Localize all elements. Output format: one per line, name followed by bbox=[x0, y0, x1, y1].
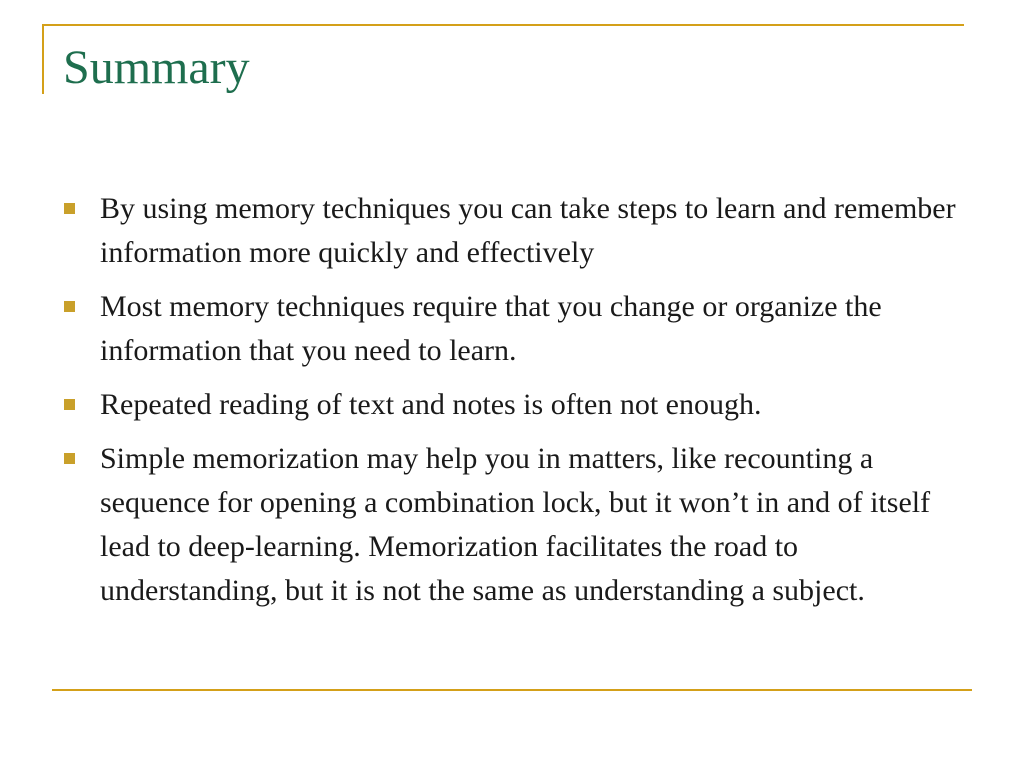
bullet-list bbox=[60, 187, 960, 623]
left-accent-rule bbox=[42, 24, 44, 94]
slide-title: Summary bbox=[63, 41, 250, 94]
square-bullet-icon bbox=[64, 453, 75, 464]
square-bullet-icon bbox=[64, 301, 75, 312]
bullet-text: Most memory techniques require that you change or organize the information that you need to learn. bbox=[100, 290, 882, 367]
bullet-text: By using memory techniques you can take steps to learn and remember information more quickly and effectively bbox=[100, 192, 956, 269]
bullet-item bbox=[60, 437, 960, 613]
bullet-item bbox=[60, 383, 960, 427]
bullet-text: Simple memorization may help you in matters, like recounting a sequence for opening a combination lock, but it won’t in and of itself lead to deep-learning. Memorization facilitates the road to understanding, but it is not the same as understanding a subject. bbox=[100, 442, 931, 607]
bullet-item bbox=[60, 285, 960, 373]
square-bullet-icon bbox=[64, 399, 75, 410]
top-rule bbox=[42, 24, 964, 26]
bottom-rule bbox=[52, 689, 972, 691]
bullet-text: Repeated reading of text and notes is often not enough. bbox=[100, 388, 762, 421]
square-bullet-icon bbox=[64, 203, 75, 214]
bullet-item bbox=[60, 187, 960, 275]
